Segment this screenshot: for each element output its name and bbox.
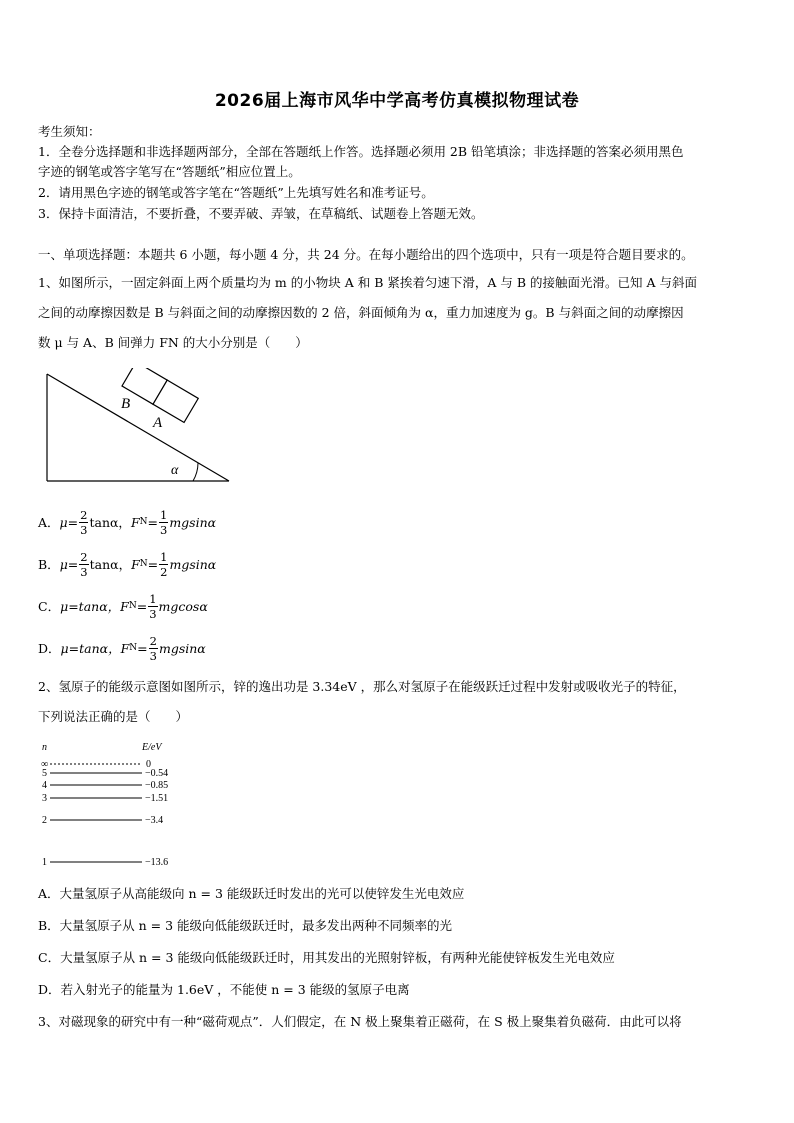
option-letter: B． [38, 557, 60, 572]
level-n: ∞ [41, 759, 49, 770]
force-symbol: F [131, 556, 140, 572]
level-energy: −13.6 [145, 857, 169, 868]
force-symbol: F [130, 514, 140, 530]
level-energy: 0 [146, 759, 151, 770]
fraction: $\frac{2}{3}$ [80, 549, 88, 579]
force-subscript: N [139, 517, 148, 527]
level-energy: −0.85 [145, 780, 169, 791]
level-energy: −1.51 [145, 793, 169, 804]
notice-item-2: 2．请用黑色字迹的钢笔或答字笔在“答题纸”上先填写姓名和准考证号。 [38, 185, 434, 200]
section-heading: 一、单项选择题：本题共 6 小题，每小题 4 分，共 24 分。在每小题给出的四个选项中，只有一项是符合题目要求的。 [38, 247, 694, 262]
level-n: 5 [42, 768, 47, 779]
level-2 [42, 815, 163, 826]
level-n: 3 [42, 793, 47, 804]
level-inf [41, 759, 151, 770]
label-a: A [153, 415, 163, 431]
option-letter: A． [38, 515, 60, 530]
force-subscript: N [129, 643, 138, 653]
force-expression: mgsinα [158, 640, 206, 656]
q1-line-1: 1、如图所示，一固定斜面上两个质量均为 m 的小物块 A 和 B 紧挨着匀速下滑，A 与 B 的接触面光滑。已知 A 与斜面 [38, 275, 697, 290]
q2-line-2: 下列说法正确的是（ ） [38, 709, 189, 724]
fraction: $\frac{2}{3}$ [80, 507, 88, 537]
mu-expression: tanα， [89, 557, 132, 572]
incline-figure [40, 368, 240, 488]
q2-line-1: 2、氢原子的能级示意图如图所示，锌的逸出功是 3.34eV ，那么对氢原子在能级跃迁过程中发射或吸收光子的特征， [38, 679, 686, 694]
mu-expression: μ=tanα， [60, 599, 121, 614]
level-n: 1 [42, 857, 47, 868]
q1-option-d[interactable] [38, 631, 206, 665]
notice-item-1-line-2: 字迹的钢笔或答字笔写在“答题纸”相应位置上。 [38, 164, 301, 179]
energy-axis-label: E/eV [142, 742, 162, 753]
equals: = [147, 556, 159, 572]
level-energy: −3.4 [145, 815, 164, 826]
equals: = [147, 514, 158, 530]
level-1 [42, 857, 168, 868]
force-subscript: N [139, 559, 148, 569]
angle-arc [193, 463, 198, 481]
level-energy: −0.54 [145, 768, 169, 779]
q2-option-d[interactable]: D．若入射光子的能量为 1.6eV ，不能使 n = 3 能级的氢原子电离 [38, 982, 410, 997]
notice-item-3: 3．保持卡面清洁，不要折叠，不要弄破、弄皱，在草稿纸、试题卷上答题无效。 [38, 206, 484, 221]
level-n: 4 [42, 780, 47, 791]
force-symbol: F [120, 640, 130, 656]
force-expression: mgsinα [169, 514, 217, 530]
equals: = [137, 640, 148, 656]
q1-option-c[interactable] [38, 589, 208, 623]
fraction: $\frac{2}{3}$ [149, 633, 157, 663]
level-5 [42, 768, 168, 779]
q2-option-b[interactable]: B．大量氢原子从 n = 3 能级向低能级跃迁时，最多发出两种不同频率的光 [38, 918, 453, 933]
equals: = [136, 598, 148, 614]
level-n: 2 [42, 815, 47, 826]
level-4 [42, 780, 168, 791]
fraction: $\frac{1}{3}$ [159, 507, 168, 537]
label-alpha: α [171, 463, 179, 478]
option-letter: D． [38, 641, 61, 656]
q1-line-2: 之间的动摩擦因数是 B 与斜面之间的动摩擦因数的 2 倍，斜面倾角为 α，重力加速度为 g。B 与斜面之间的动摩擦因 [38, 305, 684, 320]
mu-expression: tanα， [89, 515, 131, 530]
force-expression: mgcosα [158, 598, 208, 614]
q2-option-a[interactable]: A．大量氢原子从高能级向 n = 3 能级跃迁时发出的光可以使锌发生光电效应 [38, 886, 465, 901]
option-letter: C． [38, 599, 61, 614]
notice-heading: 考生须知： [38, 124, 101, 139]
force-symbol: F [120, 598, 129, 614]
notice-item-1-line-1: 1．全卷分选择题和非选择题两部分，全部在答题纸上作答。选择题必须用 2B 铅笔填涂；非选择题的答案必须用黑色 [38, 144, 684, 159]
fraction: $\frac{1}{3}$ [149, 591, 157, 621]
mu-label: μ= [59, 514, 79, 530]
q3-line-1: 3、对磁现象的研究中有一种“磁荷观点”．人们假定，在 N 极上聚集着正磁荷，在 S 极上聚集着负磁荷．由此可以将 [38, 1014, 682, 1029]
q2-option-c[interactable]: C．大量氢原子从 n = 3 能级向低能级跃迁时，用其发出的光照射锌板，有两种光能使锌板发生光电效应 [38, 950, 615, 965]
force-expression: mgsinα [169, 556, 217, 572]
label-b: B [121, 396, 131, 412]
n-axis-label: n [42, 742, 47, 753]
force-subscript: N [128, 601, 137, 611]
fraction: $\frac{1}{2}$ [160, 549, 168, 579]
page-title: 2026届上海市风华中学高考仿真模拟物理试卷 [214, 91, 580, 111]
mu-label: μ= [59, 556, 79, 572]
mu-expression: μ=tanα， [60, 641, 121, 656]
level-3 [42, 793, 168, 804]
energy-level-diagram [38, 738, 188, 873]
q1-option-b[interactable] [38, 547, 216, 581]
q1-line-3: 数 μ 与 A、B 间弹力 FN 的大小分别是（ ） [38, 335, 308, 350]
q1-option-a[interactable] [38, 505, 216, 539]
